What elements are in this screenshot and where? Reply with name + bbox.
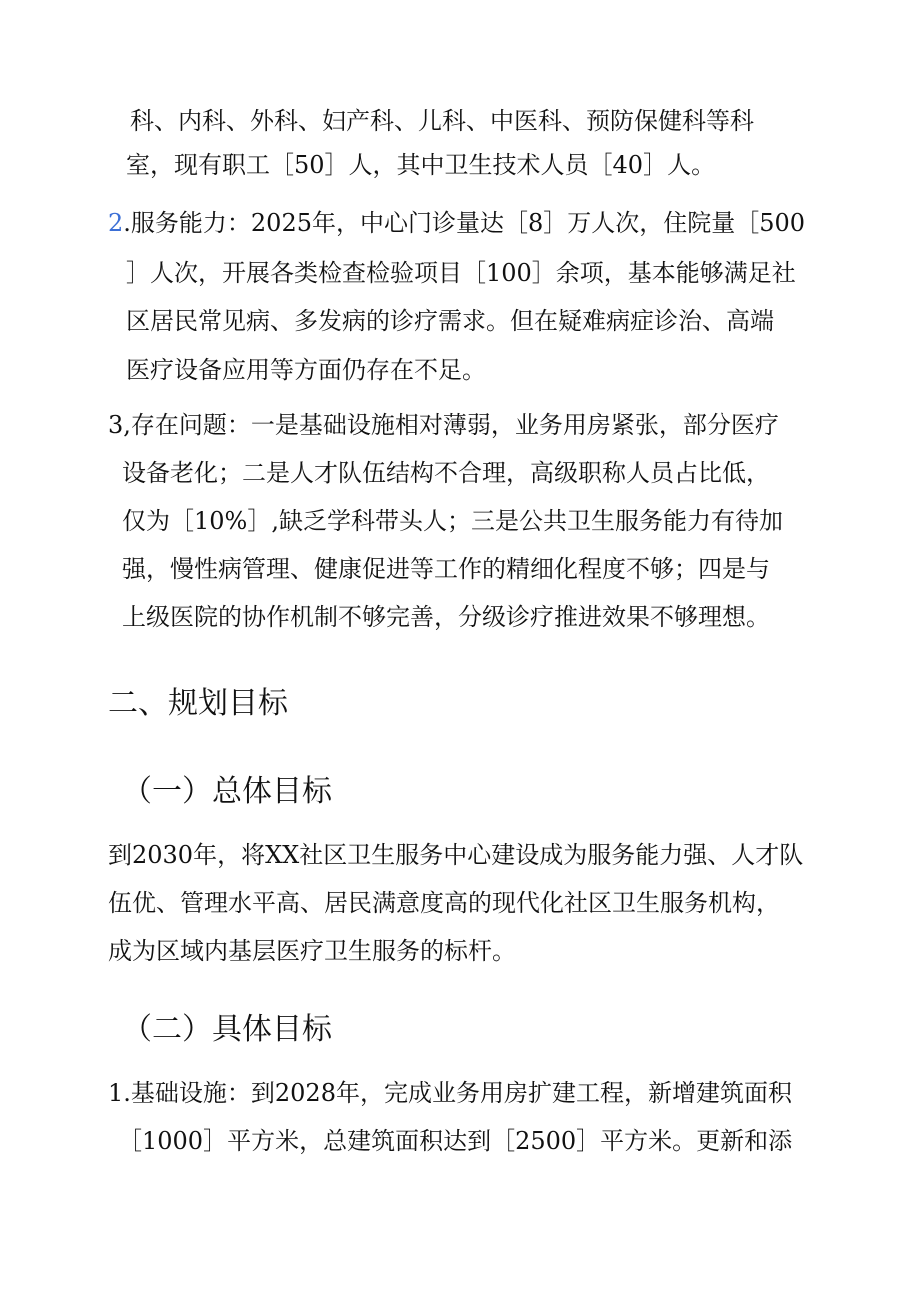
item-3-line-3: 仅为［10%］,缺乏学科带头人；三是公共卫生服务能力有待加 [122, 507, 783, 535]
intro-line-2: 室，现有职工［50］人，其中卫生技术人员［40］人。 [126, 151, 716, 179]
item-3-line-5: 上级医院的协作机制不够完善，分级诊疗推进效果不够理想。 [122, 603, 770, 631]
item-2-line-2: ］人次，开展各类检查检验项目［100］余项，基本能够满足社 [126, 259, 796, 287]
specific-line-1: 1.基础设施：到2028年，完成业务用房扩建工程，新增建筑面积 [108, 1079, 792, 1107]
subheading-specific-goals: （二）具体目标 [122, 1012, 332, 1047]
overall-line-2: 伍优、管理水平高、居民满意度高的现代化社区卫生服务机构， [108, 889, 780, 917]
section-heading-planning-goals: 二、规划目标 [108, 686, 288, 721]
item-3-line-2: 设备老化；二是人才队伍结构不合理，高级职称人员占比低， [122, 459, 770, 487]
item-2-line-1 [108, 208, 805, 238]
overall-line-3: 成为区域内基层医疗卫生服务的标杆。 [108, 937, 516, 965]
item-2-number: 2 [108, 209, 124, 237]
item-2-line-4: 医疗设备应用等方面仍存在不足。 [126, 356, 486, 384]
item-2-line-3: 区居民常见病、多发病的诊疗需求。但在疑难病症诊治、高端 [126, 307, 774, 335]
intro-line-1: 科、内科、外科、妇产科、儿科、中医科、预防保健科等科 [130, 107, 754, 135]
item-3-line-4: 强，慢性病管理、健康促进等工作的精细化程度不够；四是与 [122, 555, 770, 583]
subheading-overall-goal: （一）总体目标 [122, 774, 332, 809]
specific-line-2: ［1000］平方米，总建筑面积达到［2500］平方米。更新和添 [118, 1127, 793, 1155]
item-2-line-1-text: .服务能力：2025年，中心门诊量达［8］万人次，住院量［500 [123, 209, 806, 237]
overall-line-1: 到2030年，将XX社区卫生服务中心建设成为服务能力强、人才队 [108, 841, 804, 869]
item-3-line-1: 3,存在问题：一是基础设施相对薄弱，业务用房紧张，部分医疗 [108, 411, 779, 439]
